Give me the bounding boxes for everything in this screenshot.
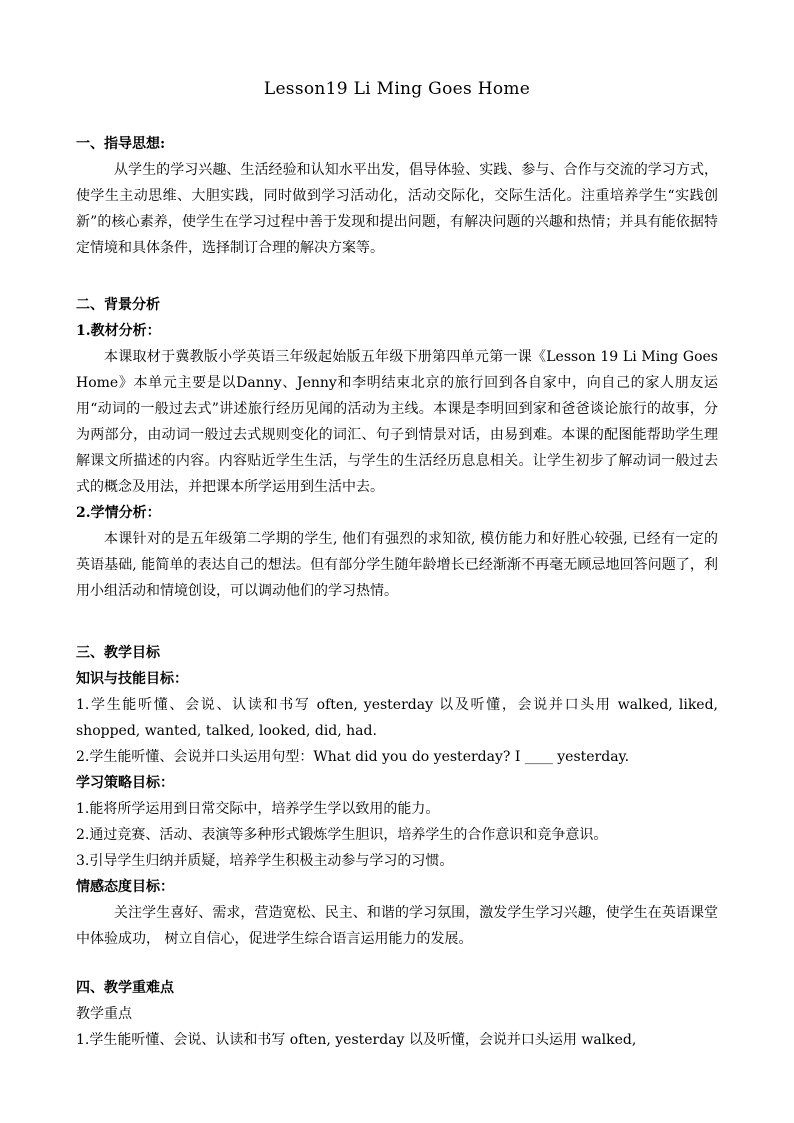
list-item: 3.引导学生归纳并质疑，培养学生积极主动参与学习的习惯。 [76, 853, 454, 869]
subsection-heading: 2.学情分析： [76, 505, 161, 521]
paragraph: 从学生的学习兴趣、生活经验和认知水平出发，倡导体验、实践、参与、合作与交流的学习方式，使学生主动思维、大胆实践，同时做到学习活动化，活动交际化，交际生活化。注重培养学生“实践创新”的核心素养，使学生在学习过程中善于发现和提出问题，有解决问题的兴趣和热情；并具有能依据特定情境和具体条件，选择制订合理的解决方案等。 [76, 162, 718, 256]
subsection-heading: 知识与技能目标： [76, 671, 188, 687]
paragraph: 本课取材于冀教版小学英语三年级起始版五年级下册第四单元第一课《Lesson 19 Li Ming Goes Home》本单元主要是以Danny、Jenny和李明结束北京的旅行回到各自家中，向自己的家人朋友运用“动词的一般过去式”讲述旅行经历见闻的活动为主线。本课是李明回到家和爸爸谈论旅行的故事，分为两部分，由动词一般过去式规则变化的词汇、句子到情景对话，由易到难。本课的配图能帮助学生理解课文所描述的内容。内容贴近学生生活，与学生的生活经历息息相关。让学生初步了解动词一般过去式的概念及用法，并把课本所学运用到生活中去。 [76, 349, 718, 495]
list-item: 1.学生能听懂、会说、认读和书写 often, yesterday 以及听懂，会说并口头运用 walked, [76, 1032, 637, 1048]
section-guiding-ideology [76, 131, 718, 261]
paragraph: 关注学生喜好、需求，营造宽松、民主、和谐的学习氛围，激发学生学习兴趣，使学生在英语课堂中体验成功， 树立自信心，促进学生综合语言运用能力的发展。 [76, 905, 718, 947]
list-item: 2.通过竞赛、活动、表演等多种形式锻炼学生胆识，培养学生的合作意识和竞争意识。 [76, 827, 608, 843]
section-key-points [76, 975, 718, 1053]
paragraph: 本课针对的是五年级第二学期的学生, 他们有强烈的求知欲, 模仿能力和好胜心较强, 已经有一定的英语基础, 能简单的表达自己的想法。但有部分学生随年龄增长已经渐渐不再毫无顾忌地回答问题了，利用小组活动和情境创设，可以调动他们的学习热情。 [76, 531, 718, 599]
subsection-heading: 教学重点 [76, 1006, 132, 1022]
section-heading: 一、指导思想: [76, 136, 166, 152]
subsection-heading: 学习策略目标： [76, 775, 174, 791]
document-title: Lesson19 Li Ming Goes Home [263, 79, 531, 99]
subsection-heading: 1.教材分析： [76, 323, 161, 339]
list-item: 2.学生能听懂、会说并口头运用句型：What did you do yesterday? I ____ yesterday. [76, 749, 630, 765]
list-item: 1.能将所学运用到日常交际中，培养学生学以致用的能力。 [76, 801, 440, 817]
section-background-analysis [76, 292, 718, 604]
section-heading: 三、教学目标 [76, 645, 160, 661]
section-heading: 四、教学重难点 [76, 980, 174, 996]
section-heading: 二、背景分析 [76, 297, 160, 313]
section-teaching-objectives [76, 640, 718, 952]
list-item: 1.学生能听懂、会说、认读和书写 often, yesterday 以及听懂，会说并口头用 walked, liked, shopped, wanted, talked, looked, did, had. [76, 697, 718, 739]
subsection-heading: 情感态度目标： [76, 879, 174, 895]
